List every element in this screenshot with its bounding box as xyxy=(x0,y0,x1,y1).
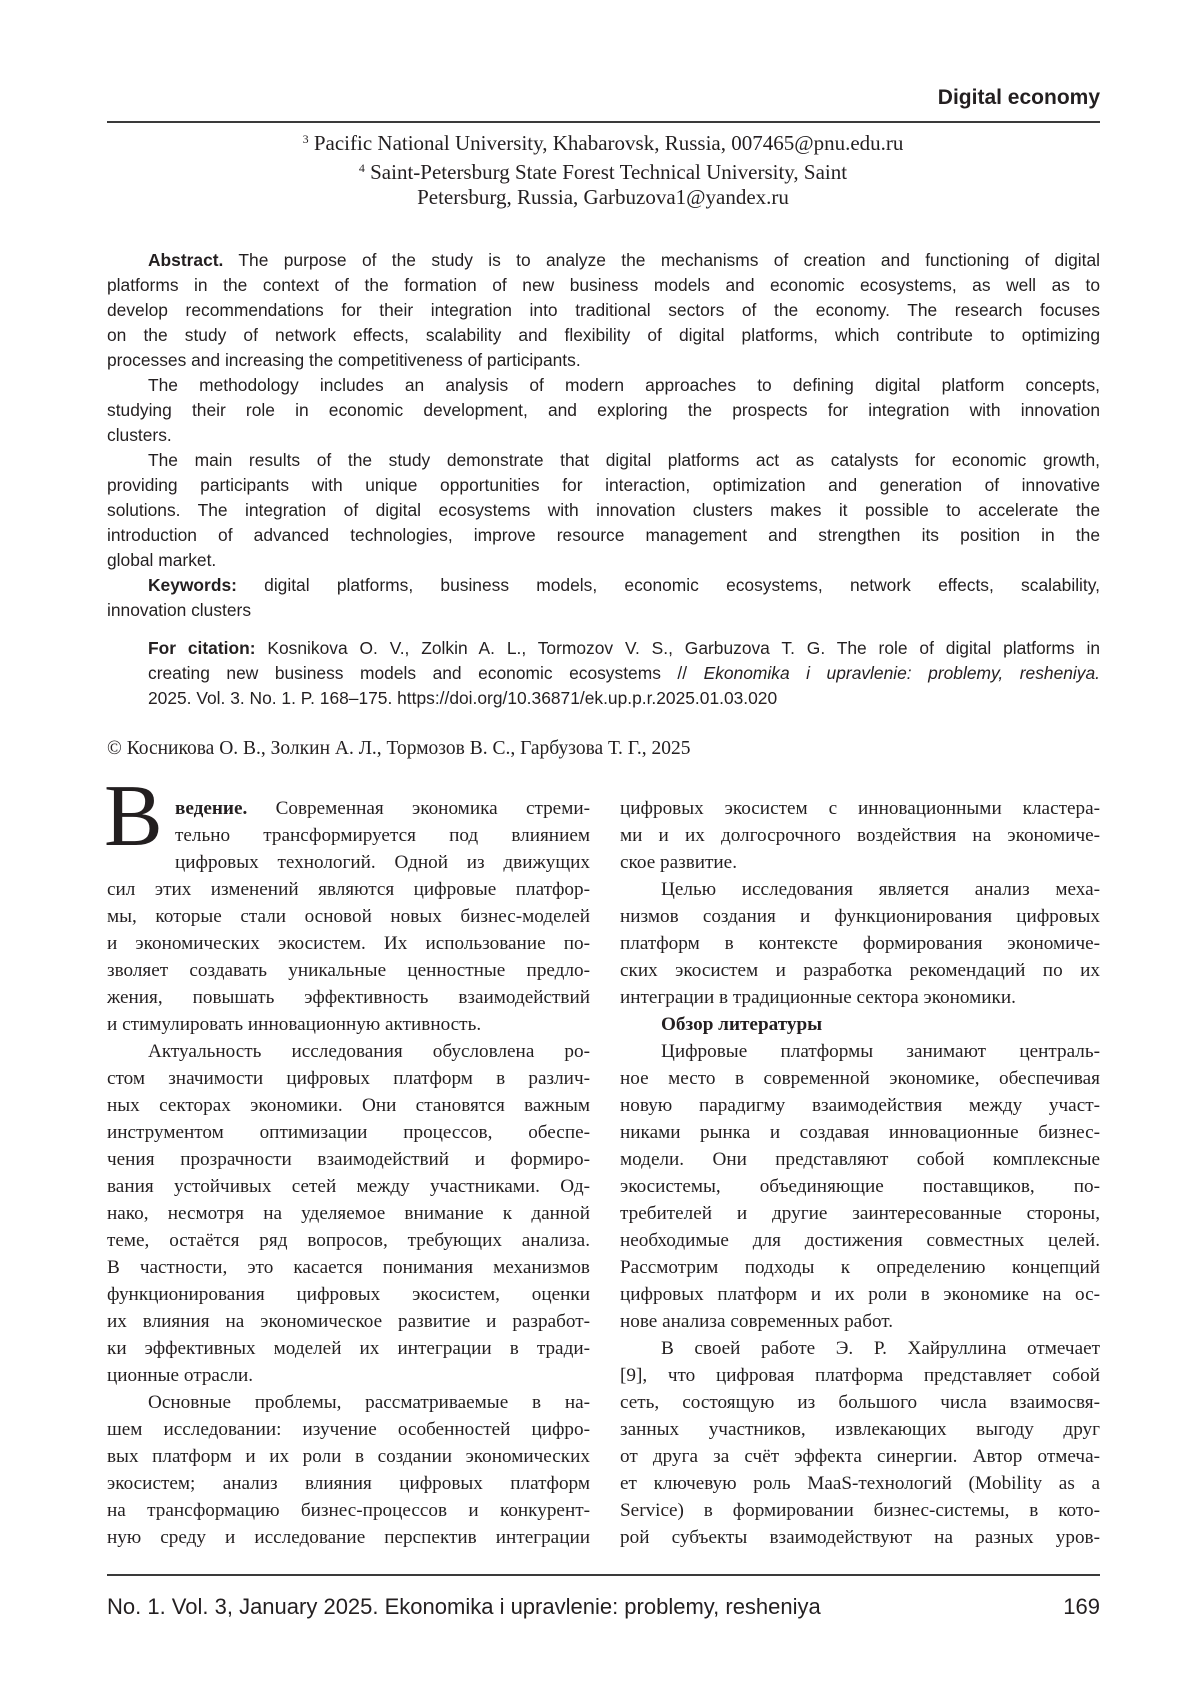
page-number: 169 xyxy=(1063,1593,1100,1621)
body-text: Современная экономика стреми- xyxy=(247,798,590,819)
abstract-line: platforms in the context of the formation of new business models and economic ecosystems, as well as to xyxy=(107,273,1100,298)
body-line: ки эффективных моделей их интеграции в тради- xyxy=(107,1335,590,1362)
body-line: необходимые для достижения совместных целей. xyxy=(620,1227,1100,1254)
abstract xyxy=(107,248,1100,623)
body-line: Рассмотрим подходы к определению концепций xyxy=(620,1254,1100,1281)
abstract-text: The purpose of the study is to analyze the mechanisms of creation and functioning of digital xyxy=(223,250,1100,270)
citation-text: creating new business models and economic ecosystems // xyxy=(148,663,704,683)
body-line: шем исследовании: изучение особенностей цифро- xyxy=(107,1416,590,1443)
body-line: вания устойчивых сетей между участниками. Од- xyxy=(107,1173,590,1200)
abstract-line: introduction of advanced technologies, improve resource management and strengthen its position in the xyxy=(107,523,1100,548)
drop-cap: В xyxy=(104,773,163,861)
body-line: экосистемы, объединяющие поставщиков, по- xyxy=(620,1173,1100,1200)
right-column xyxy=(620,795,1100,1551)
section-title: Digital economy xyxy=(938,84,1100,112)
citation xyxy=(107,636,1100,711)
body-line: требителей и другие заинтересованные стороны, xyxy=(620,1200,1100,1227)
body-line: модели. Они представляют собой комплексные xyxy=(620,1146,1100,1173)
footer xyxy=(107,1593,1100,1621)
body-line: тельно трансформируется под влиянием xyxy=(107,822,590,849)
body-line: рой субъекты взаимодействуют на разных уров- xyxy=(620,1524,1100,1551)
body-line: на трансформацию бизнес-процессов и конкурент- xyxy=(107,1497,590,1524)
body-line: никами рынка и создавая инновационные бизнес- xyxy=(620,1119,1100,1146)
body-line: В своей работе Э. Р. Хайруллина отмечает xyxy=(620,1335,1100,1362)
affiliation-4 xyxy=(200,156,1006,185)
body-line: и стимулировать инновационную активность. xyxy=(107,1011,590,1038)
affiliations xyxy=(200,127,1006,210)
affiliation-3 xyxy=(200,127,1006,156)
body-line: вых платформ и их роли в создании экономических xyxy=(107,1443,590,1470)
body-line: ское развитие. xyxy=(620,849,1100,876)
body-line: цифровых экосистем с инновационными кластера- xyxy=(620,795,1100,822)
body-line: ное место в современной экономике, обеспечивая xyxy=(620,1065,1100,1092)
body-line: Целью исследования является анализ меха- xyxy=(620,876,1100,903)
keywords-text: digital platforms, business models, economic ecosystems, network effects, scalability, xyxy=(237,575,1100,595)
abstract-line: solutions. The integration of digital ecosystems with innovation clusters makes it possible to accelerate the xyxy=(107,498,1100,523)
body-line: зволяет создавать уникальные ценностные предло- xyxy=(107,957,590,984)
body-line: ских экосистем и разработка рекомендаций по их xyxy=(620,957,1100,984)
body-line: их влияния на экономическое развитие и разработ- xyxy=(107,1308,590,1335)
body-line: и экономических экосистем. Их использование по- xyxy=(107,930,590,957)
citation-label: For citation: xyxy=(148,638,256,658)
abstract-line: The main results of the study demonstrate that digital platforms act as catalysts for economic growth, xyxy=(107,448,1100,473)
body-line: новую парадигму взаимодействия между участ- xyxy=(620,1092,1100,1119)
body-line: ную среду и исследование перспектив интеграции xyxy=(107,1524,590,1551)
body-line: ных секторах экономики. Они становятся важным xyxy=(107,1092,590,1119)
keywords-line: innovation clusters xyxy=(107,598,1100,623)
citation-line xyxy=(107,661,1100,686)
affiliation-number: 3 xyxy=(303,132,309,146)
body-line: инструментом оптимизации процессов, обеспе- xyxy=(107,1119,590,1146)
body-line: функционирования цифровых экосистем, оценки xyxy=(107,1281,590,1308)
footer-rule xyxy=(107,1574,1100,1576)
body-line: мы, которые стали основой новых бизнес-моделей xyxy=(107,903,590,930)
body-line: нако, несмотря на уделяемое внимание к данной xyxy=(107,1200,590,1227)
body-line: от друга за счёт эффекта синергии. Автор отмеча- xyxy=(620,1443,1100,1470)
keywords-label: Keywords: xyxy=(148,575,237,595)
body-line: теме, остаётся ряд вопросов, требующих анализа. xyxy=(107,1227,590,1254)
body-line: ет ключевую роль MaaS-технологий (Mobility as a xyxy=(620,1470,1100,1497)
affiliation-4-continued: Petersburg, Russia, Garbuzova1@yandex.ru xyxy=(200,185,1006,210)
body-line: В частности, это касается понимания механизмов xyxy=(107,1254,590,1281)
body-line: Актуальность исследования обусловлена ро- xyxy=(107,1038,590,1065)
citation-journal: Ekonomika i upravlenie: problemy, resheniya. xyxy=(704,663,1100,683)
affiliation-text: Pacific National University, Khabarovsk, Russia, 007465@pnu.edu.ru xyxy=(314,131,904,155)
affiliation-text: Saint-Petersburg State Forest Technical University, Saint xyxy=(370,160,847,184)
abstract-line: studying their role in economic development, and exploring the prospects for integration with innovation xyxy=(107,398,1100,423)
body-line: низмов создания и функционирования цифровых xyxy=(620,903,1100,930)
abstract-line: processes and increasing the competitiveness of participants. xyxy=(107,348,1100,373)
section-heading: Обзор литературы xyxy=(620,1011,1100,1038)
body-line: жения, повышать эффективность взаимодействий xyxy=(107,984,590,1011)
left-column xyxy=(107,795,590,1551)
abstract-line: on the study of network effects, scalability and flexibility of digital platforms, which contribute to optimizing xyxy=(107,323,1100,348)
intro-heading: ведение. xyxy=(175,798,247,819)
keywords-line xyxy=(107,573,1100,598)
body-line: экосистем; анализ влияния цифровых платформ xyxy=(107,1470,590,1497)
abstract-line: clusters. xyxy=(107,423,1100,448)
body-line: чения прозрачности взаимодействий и формиро- xyxy=(107,1146,590,1173)
body-line: Service) в формировании бизнес-системы, в кото- xyxy=(620,1497,1100,1524)
abstract-label: Abstract. xyxy=(148,250,223,270)
abstract-line xyxy=(107,248,1100,273)
body-line: Основные проблемы, рассматриваемые в на- xyxy=(107,1389,590,1416)
body-line: цифровых платформ и их роли в экономике на ос- xyxy=(620,1281,1100,1308)
body-line: сеть, состоящую из большого числа взаимосвя- xyxy=(620,1389,1100,1416)
citation-text: Kosnikova O. V., Zolkin A. L., Tormozov V. S., Garbuzova T. G. The role of digital platforms in xyxy=(256,638,1100,658)
body-line: платформ в контексте формирования экономиче- xyxy=(620,930,1100,957)
body-line: сил этих изменений являются цифровые платфор- xyxy=(107,876,590,903)
body-line: занных участников, извлекающих выгоду друг xyxy=(620,1416,1100,1443)
body-line: цифровых технологий. Одной из движущих xyxy=(107,849,590,876)
body-line: стом значимости цифровых платформ в различ- xyxy=(107,1065,590,1092)
abstract-line: global market. xyxy=(107,548,1100,573)
body-line xyxy=(107,795,590,822)
citation-line xyxy=(107,636,1100,661)
abstract-line: The methodology includes an analysis of modern approaches to defining digital platform concepts, xyxy=(107,373,1100,398)
copyright: © Косникова О. В., Золкин А. Л., Тормозов В. С., Гарбузова Т. Г., 2025 xyxy=(107,736,690,761)
body-line: [9], что цифровая платформа представляет собой xyxy=(620,1362,1100,1389)
affiliation-number: 4 xyxy=(359,161,365,175)
body-line: Цифровые платформы занимают централь- xyxy=(620,1038,1100,1065)
body-line: ми и их долгосрочного воздействия на экономиче- xyxy=(620,822,1100,849)
body-line: нове анализа современных работ. xyxy=(620,1308,1100,1335)
citation-line[interactable]: 2025. Vol. 3. No. 1. P. 168–175. https://doi.org/10.36871/ek.up.p.r.2025.01.03.020 xyxy=(107,686,1100,711)
abstract-line: providing participants with unique opportunities for interaction, optimization and generation of innovative xyxy=(107,473,1100,498)
footer-journal: No. 1. Vol. 3, January 2025. Ekonomika i upravlenie: problemy, resheniya xyxy=(107,1594,821,1619)
body-line: ционные отрасли. xyxy=(107,1362,590,1389)
body-line: интеграции в традиционные сектора экономики. xyxy=(620,984,1100,1011)
header-rule xyxy=(107,121,1100,123)
abstract-line: develop recommendations for their integration into traditional sectors of the economy. The research focuses xyxy=(107,298,1100,323)
